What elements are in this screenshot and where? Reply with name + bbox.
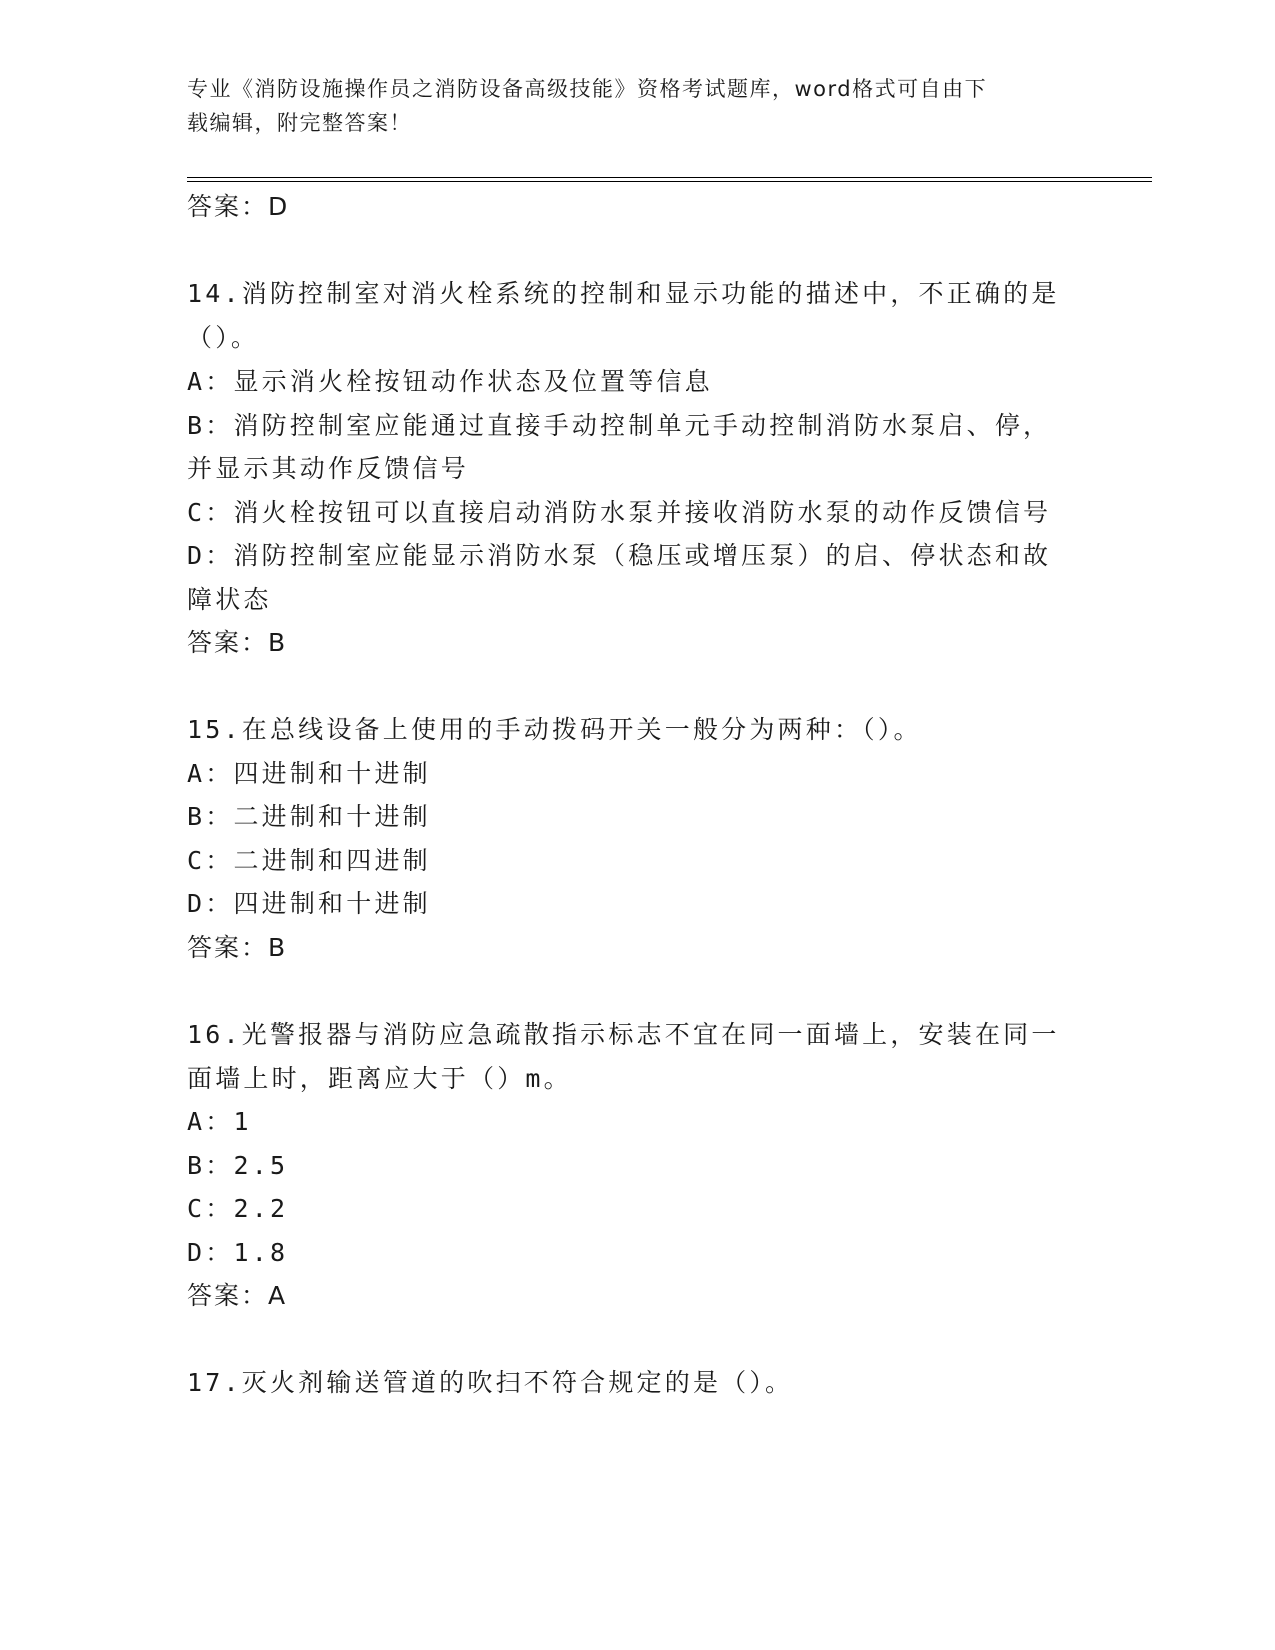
q14-answer: 答案：B xyxy=(187,628,288,657)
answer-previous: 答案：D xyxy=(187,192,290,221)
q15-option-c: C：二进制和四进制 xyxy=(187,846,431,875)
q16-option-b: B：2.5 xyxy=(187,1151,289,1180)
document-header xyxy=(187,72,1087,140)
q15-option-a: A：四进制和十进制 xyxy=(187,759,431,788)
q15-answer: 答案：B xyxy=(187,933,288,962)
q14-option-a: A：显示消火栓按钮动作状态及位置等信息 xyxy=(187,367,713,396)
q15-option-d: D：四进制和十进制 xyxy=(187,889,431,918)
q16-answer: 答案：A xyxy=(187,1281,288,1310)
q15-option-b: B：二进制和十进制 xyxy=(187,802,431,831)
q16-stem-line-1: 16.光警报器与消防应急疏散指示标志不宜在同一面墙上，安装在同一 xyxy=(187,1020,1060,1049)
q14-option-c: C：消火栓按钮可以直接启动消防水泵并接收消防水泵的动作反馈信号 xyxy=(187,498,1052,527)
q17-stem: 17.灭火剂输送管道的吹扫不符合规定的是（）。 xyxy=(187,1368,794,1397)
q14-option-d-line-2: 障状态 xyxy=(187,585,272,614)
q16-stem-line-2: 面墙上时，距离应大于（）m。 xyxy=(187,1064,572,1093)
q14-option-d-line-1: D：消防控制室应能显示消防水泵（稳压或增压泵）的启、停状态和故 xyxy=(187,541,1052,570)
q16-option-d: D：1.8 xyxy=(187,1238,289,1267)
q15-stem: 15.在总线设备上使用的手动拨码开关一般分为两种：（）。 xyxy=(187,715,922,744)
q14-option-b-line-2: 并显示其动作反馈信号 xyxy=(187,454,470,483)
header-line-2: 载编辑，附完整答案！ xyxy=(187,111,412,135)
q16-option-a: A：1 xyxy=(187,1107,252,1136)
q14-option-b-line-1: B：消防控制室应能通过直接手动控制单元手动控制消防水泵启、停， xyxy=(187,411,1052,440)
q14-stem-line-1: 14.消防控制室对消火栓系统的控制和显示功能的描述中，不正确的是 xyxy=(187,279,1060,308)
q14-stem-line-2: （）。 xyxy=(187,323,260,352)
header-line-1: 专业《消防设施操作员之消防设备高级技能》资格考试题库，word格式可自由下 xyxy=(187,77,988,101)
q16-option-c: C：2.2 xyxy=(187,1194,289,1223)
header-double-rule xyxy=(187,177,1152,182)
